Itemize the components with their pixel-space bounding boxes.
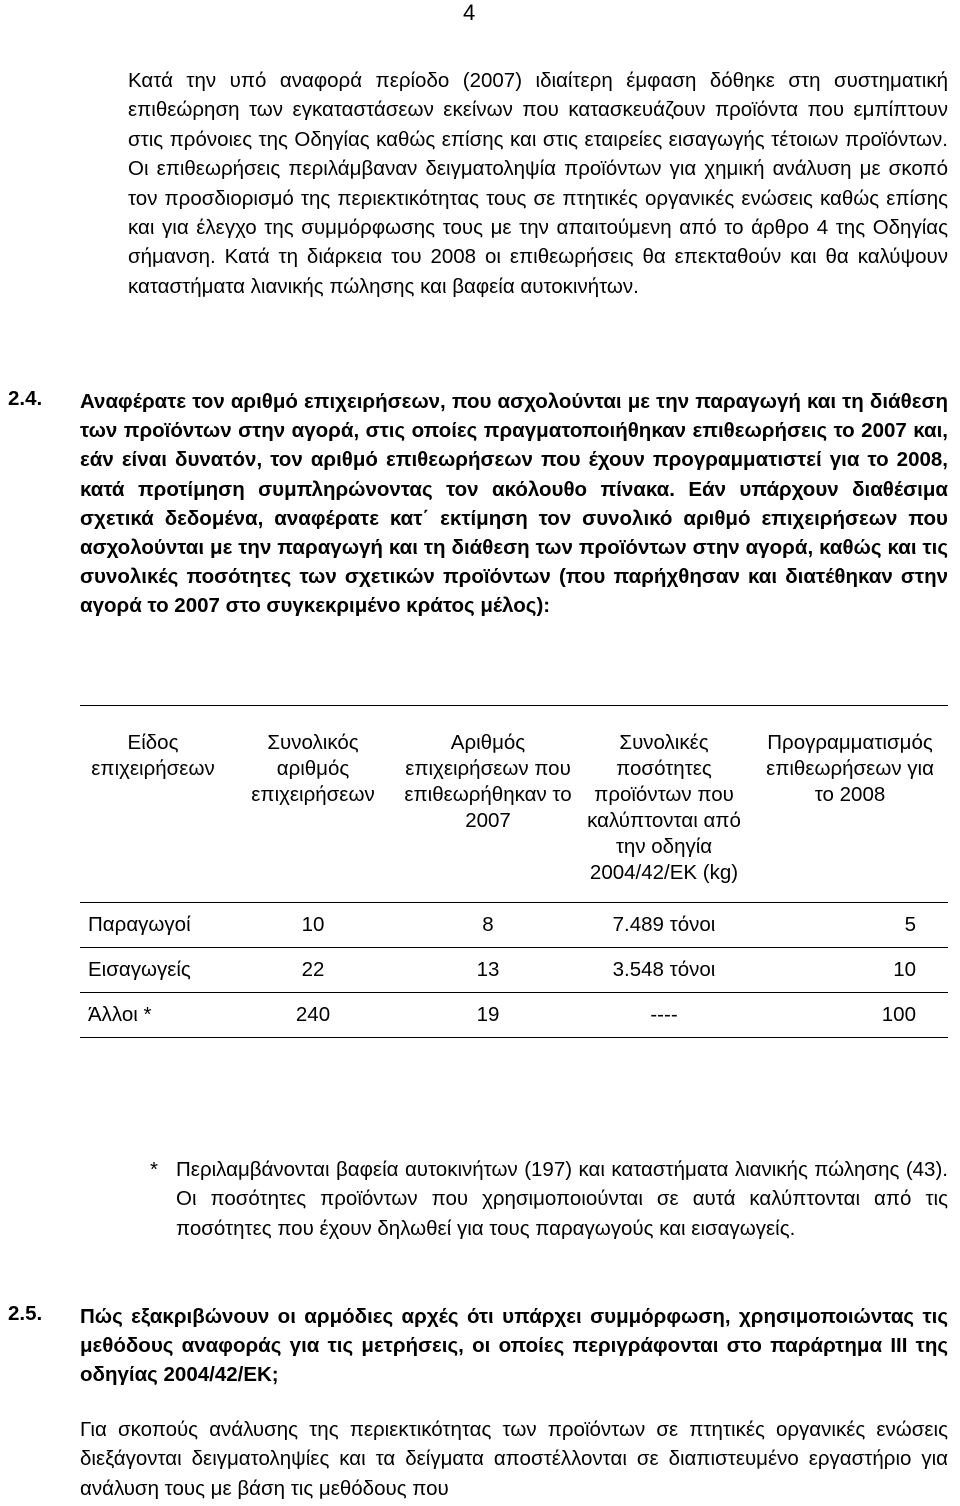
cell-inspected-2007: 13 (400, 948, 576, 993)
table-header-row (80, 706, 948, 903)
cell-total-quantities: 7.489 τόνοι (576, 903, 752, 948)
cell-business-type: Παραγωγοί (80, 903, 226, 948)
table-row (80, 948, 948, 993)
footnote-marker: * (150, 1158, 158, 1181)
header-business-type: Είδος επιχειρήσεων (80, 706, 226, 903)
cell-planned-2008: 10 (752, 948, 948, 993)
question-2-4-text: Αναφέρατε τον αριθμό επιχειρήσεων, που ασχολούνται με την παραγωγή και τη διάθεση των προϊόντων στην αγορά, στις οποίες πραγματοποιήθηκαν επιθεωρήσεις το 2007 και, εάν είναι δυνατόν, τον αριθμό επιθεωρήσεων που έχουν προγραμματιστεί για το 2008, κατά προτίμηση συμπληρώνοντας τον ακόλουθο πίνακα. Εάν υπάρχουν διαθέσιμα σχετικά δεδομένα, αναφέρατε κατ΄ εκτίμηση τον συνολικό αριθμό επιχειρήσεων που ασχολούνται με την παραγωγή και τη διάθεση των προϊόντων στην αγορά, καθώς και τις συνολικές ποσότητες των σχετικών προϊόντων (που παρήχθησαν και διατέθηκαν στην αγορά το 2007 στο συγκεκριμένο κράτος μέλος): (80, 390, 948, 618)
header-inspected-2007: Αριθμός επιχειρήσεων που επιθεωρήθηκαν το 2007 (400, 706, 576, 903)
question-2-5-text: Πώς εξακριβώνουν οι αρμόδιες αρχές ότι υπάρχει συμμόρφωση, χρησιμοποιώντας τις μεθόδους αναφοράς για τις μετρήσεις, οι οποίες περιγράφονται στο παράρτημα III της οδηγίας 2004/42/ΕΚ; (80, 1305, 948, 1387)
table-row (80, 993, 948, 1038)
cell-business-type: Εισαγωγείς (80, 948, 226, 993)
page-number: 4 (463, 0, 476, 25)
cell-planned-2008: 5 (752, 903, 948, 948)
table-footnote (150, 1155, 948, 1243)
cell-total-businesses: 10 (226, 903, 400, 948)
cell-inspected-2007: 19 (400, 993, 576, 1038)
header-total-quantities: Συνολικές ποσότητες προϊόντων που καλύπτονται από την οδηγία 2004/42/ΕΚ (kg) (576, 706, 752, 903)
cell-total-quantities: ---- (576, 993, 752, 1038)
inspections-table (80, 705, 948, 1038)
header-total-businesses: Συνολικός αριθμός επιχειρήσεων (226, 706, 400, 903)
cell-total-quantities: 3.548 τόνοι (576, 948, 752, 993)
cell-inspected-2007: 8 (400, 903, 576, 948)
answer-paragraph: Για σκοπούς ανάλυσης της περιεκτικότητας των προϊόντων σε πτητικές οργανικές ενώσεις διεξάγονται δειγματοληψίες και τα δείγματα αποστέλλονται σε διαπιστευμένο εργαστήριο για ανάλυση τους με βάση τις μεθόδους που (80, 1418, 948, 1500)
cell-business-type: Άλλοι * (80, 993, 226, 1038)
footnote-text: Περιλαμβάνονται βαφεία αυτοκινήτων (197) και καταστήματα λιανικής πώλησης (43). Οι ποσότητες προϊόντων που χρησιμοποιούνται σε αυτά καλύπτονται από τις ποσότητες που έχουν δηλωθεί για τους παραγωγούς και εισαγωγείς. (176, 1158, 948, 1240)
cell-total-businesses: 240 (226, 993, 400, 1038)
header-planned-2008: Προγραμματισμός επιθεωρήσεων για το 2008 (752, 706, 948, 903)
cell-planned-2008: 100 (752, 993, 948, 1038)
question-2-4-number: 2.4. (8, 387, 43, 410)
intro-paragraph: Κατά την υπό αναφορά περίοδο (2007) ιδιαίτερη έμφαση δόθηκε στη συστηματική επιθεώρηση των εγκαταστάσεων εκείνων που κατασκευάζουν προϊόντα που εμπίπτουν στις πρόνοιες της Οδηγίας καθώς επίσης και στις εταιρείες εισαγωγής τέτοιων προϊόντων. Οι επιθεωρήσεις περιλάμβαναν δειγματοληψία προϊόντων για χημική ανάλυση με σκοπό τον προσδιορισμό της περιεκτικότητας τους σε πτητικές οργανικές ενώσεις καθώς επίσης και για έλεγχο της συμμόρφωσης τους με την απαιτούμενη από το άρθρο 4 της Οδηγίας σήμανση. Κατά τη διάρκεια του 2008 οι επιθεωρήσεις θα επεκταθούν και θα καλύψουν καταστήματα λιανικής πώλησης και βαφεία αυτοκινήτων. (128, 69, 948, 298)
cell-total-businesses: 22 (226, 948, 400, 993)
question-2-5-number: 2.5. (8, 1302, 43, 1325)
table-row (80, 903, 948, 948)
